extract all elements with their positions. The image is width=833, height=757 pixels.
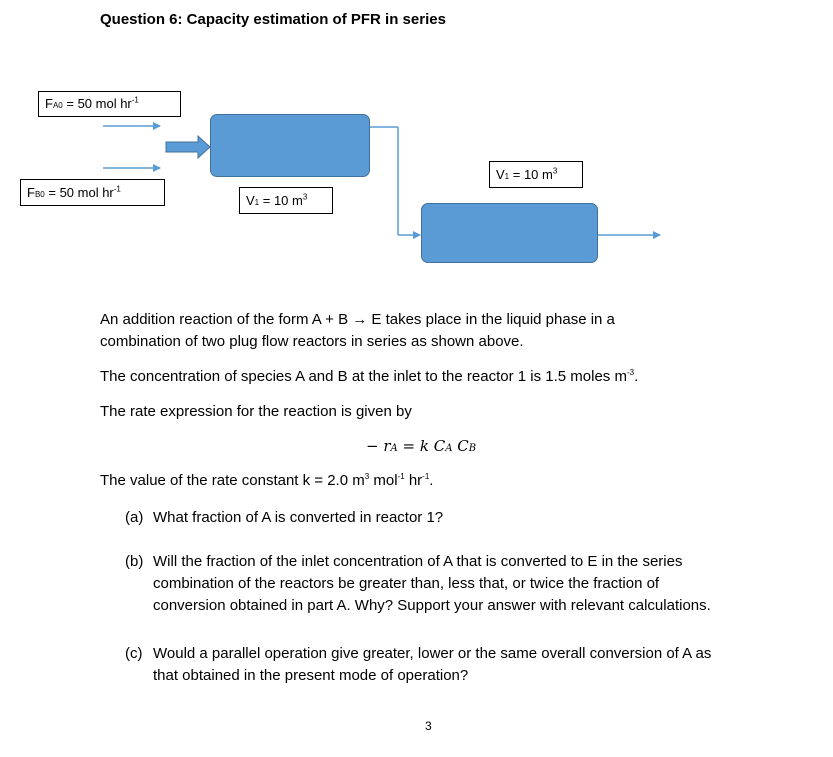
rate-equation: − rA = k CA CB (366, 437, 477, 455)
mixed-feed-arrow (166, 136, 210, 158)
reactor-2 (421, 203, 598, 263)
concentration-paragraph: The concentration of species A and B at the inlet to the reactor 1 is 1.5 moles $m^{-3}$. (100, 368, 639, 385)
rate-expression-intro: The rate expression for the reaction is given by (100, 403, 412, 420)
v2-label: V1 = 10 $m^3$ (489, 161, 583, 188)
flow-diagram (0, 0, 833, 300)
reactor-1 (210, 114, 370, 177)
reaction-paragraph: An addition reaction of the form A + B → E takes place in the liquid phase in a combination of two plug flow reactors in series as shown above. (100, 311, 615, 350)
page-title: Question 6: Capacity estimation of PFR in series (100, 11, 446, 28)
v1-label: V1 = 10 $m^3$ (239, 187, 333, 214)
rate-constant-paragraph: The value of the rate constant k = 2.0 $m^3$ mol$^{-1}$ $hr^{-1}$. (100, 472, 434, 489)
page-number: 3 (425, 719, 432, 733)
question-a: (a) What fraction of A is converted in reactor 1? (125, 509, 444, 526)
question-b: (b) Will the fraction of the inlet concentration of A that is converted to E in the series combination of the reactors be greater than, less that, or twice the fraction of conversion obtained in part A. Why? Support your answer with relevant calculations. (125, 553, 711, 614)
question-c: (c) Would a parallel operation give greater, lower or the same overall conversion of A as that obtained in the present mode of operation? (125, 645, 712, 684)
fa0-label: FA0 = 50 mol $hr^{-1}$ (38, 91, 181, 117)
fb0-label: FB0 = 50 mol $hr^{-1}$ (20, 179, 165, 206)
